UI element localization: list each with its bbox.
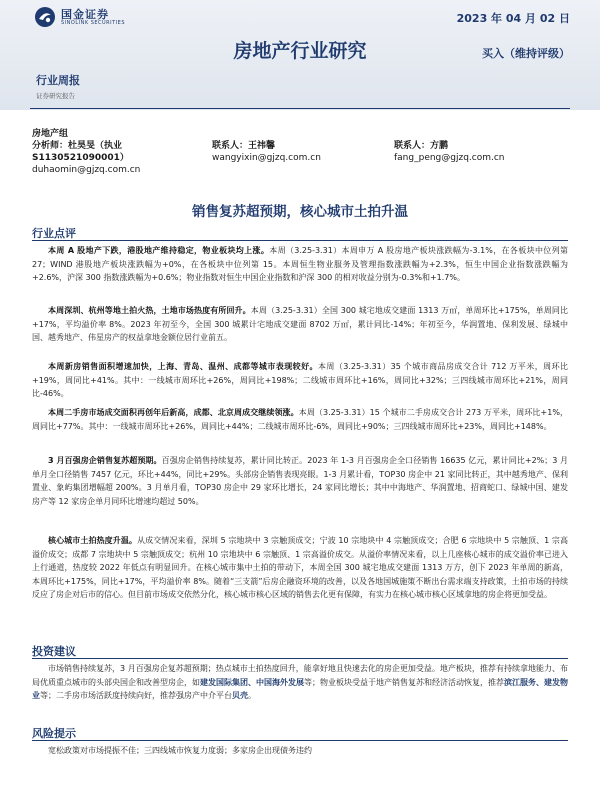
section-risk-title: 风险提示 bbox=[32, 727, 76, 740]
risk-text: 宽松政策对市场提振不佳；三四线城市恢复力度弱；多家房企出现债务违约 bbox=[48, 746, 312, 755]
contact-2-name: 联系人：方鹏 bbox=[394, 141, 449, 151]
logo-en: SINOLINK SECURITIES bbox=[61, 19, 125, 26]
invest-text-4: 。 bbox=[248, 691, 256, 701]
paragraph-top100-sales-body: 百强房企销售持续复苏，累计同比转正。2023 年 1-3 月百强房企全口径销售 16635 亿元，累计同比+2%；3 月单月全口径销售 7457 亿元，环比+44%，同比+29%。头部房企销售表现亮眼。1-3 月累计看，TOP30 房企中 21 家同比转正，其中越秀地产、保利置业、象屿集团增幅超 200%。3 月单月看，TOP30 房企中 29 家环比增长，24 家同比增长；其中中海地产、华润置地、招商蛇口、绿城中国、建发房产等 12 家房企单月同环比增速均超过 50%。 bbox=[32, 456, 568, 506]
section-risk-divider bbox=[32, 740, 568, 741]
analyst-block bbox=[32, 128, 572, 190]
paragraph-land-auction-body: 从成交情况来看，深圳 5 宗地块中 3 宗触顶成交；宁波 10 宗地块中 4 宗触顶成交；合肥 6 宗地块中 5 宗触顶、1 宗高溢价成交；成都 7 宗地块中 5 宗触顶成交；杭州 10 宗地块中 6 宗触顶、1 宗高溢价成交。从溢价率情况来看，以上几座核心城市的成交溢价率已进入上行通道，热度较 2022 年低点有明显回升。在核心城市集中土拍的带动下，本周全国 300 城宅地成交建面 1313 万方，创下 2023 年单周的新高，本周环比+175%，同比+17%，平均溢价率 8%。随着“三支箭”后房企融资环境的改善，以及各地国城施策不断出台需求端支持政策，土拍市场的持续反应了房企对后市的信心。但目前市场成交依然分化，核心城市核心区域的销售去化更有保障，有实力在核心城市核心区域拿地的房企将更加受益。 bbox=[32, 536, 569, 600]
section-invest-divider bbox=[32, 658, 568, 659]
logo-cn: 国金证券 bbox=[61, 7, 109, 21]
analyst-1-license: S1130521090001） bbox=[32, 153, 129, 163]
paragraph-land-body: 本周（3.25-3.31）全国 300 城宅地成交建面 1313 万㎡，单周环比+175%，单周同比+17%，平均溢价率 8%。2023 年初至今，全国 300 城累计宅地成交建面 8702 万㎡，累计同比-14%；年初至今，华润置地、保利发展、绿城中国、越秀地产、伟星房产的权益拿地金额位居行业前五。 bbox=[32, 306, 568, 343]
report-subtitle: 证券研究报告 bbox=[36, 92, 75, 100]
report-type: 行业周报 bbox=[36, 74, 80, 87]
paragraph-land-auction bbox=[32, 534, 568, 602]
section-review-title: 行业点评 bbox=[32, 227, 76, 240]
paragraph-market-body: 本周（3.25-3.31）本周申万 A 股房地产板块涨跌幅为-3.1%，在各板块中位列第 27；WIND 港股地产板块涨跌幅为+0%，在各板块中位列第 15。本周恒生物业服务及管理指数涨跌幅为+2.3%，恒生中国企业指数涨跌幅为+2.6%，沪深 300 指数涨跌幅为+0.6%；物业指数对恒生中国企业指数和沪深 300 的相对收益分别为-0.3%和+1.7%。 bbox=[32, 246, 568, 283]
analyst-1-email[interactable]: duhaomin@gjzq.com.cn bbox=[32, 165, 141, 175]
contact-1-name: 联系人：王祎馨 bbox=[212, 141, 276, 151]
paragraph-new-homes-body: 本周（3.25-3.31）35 个城市商品房成交合计 712 万平米，周环比+19%，周同比+41%。其中：一线城市周环比+26%，周同比+198%；二线城市周环比+16%，周同比+32%；三四线城市周环比+21%，周同比-46%。 bbox=[32, 362, 569, 399]
sinolink-logo-icon bbox=[34, 6, 56, 28]
invest-text-3: 等；二手房市场活跃度持续向好，推荐强房产中介平台 bbox=[40, 691, 232, 701]
contact-2-email[interactable]: fang_peng@gjzq.com.cn bbox=[394, 153, 505, 163]
paragraph-top100-sales-lead: 3 月百强房企销售复苏超预期。 bbox=[48, 456, 162, 465]
paragraph-top100-sales bbox=[32, 454, 568, 508]
headline: 销售复苏超预期，核心城市土拍升温 bbox=[192, 204, 408, 220]
analyst-1-name: 分析师：杜昊旻（执业 bbox=[32, 141, 123, 151]
invest-highlight-developers: 建发国际集团、中国海外发展 bbox=[200, 677, 304, 687]
section-review-divider bbox=[32, 240, 568, 241]
paragraph-second-hand-lead: 本周二手房市场成交面积再创年后新高，成都、北京周成交继续领涨。 bbox=[48, 408, 299, 417]
header-divider bbox=[30, 108, 570, 109]
paragraph-new-homes bbox=[32, 360, 568, 401]
analyst-1 bbox=[32, 140, 202, 176]
rating-badge: 买入（维持评级） bbox=[482, 47, 570, 60]
contact-2 bbox=[394, 140, 574, 164]
paragraph-invest bbox=[32, 662, 568, 703]
contact-1 bbox=[212, 140, 392, 164]
invest-text-2: 等；物业板块受益于地产销售复苏和经济活动恢复，推荐 bbox=[304, 677, 504, 687]
invest-highlight-property-mgmt: 滨江服务、建发物业 bbox=[32, 677, 568, 701]
paragraph-land-lead: 本周深圳、杭州等地土拍火热，土地市场热度有所回升。 bbox=[48, 306, 251, 315]
paragraph-new-homes-lead: 本周新房销售面积增速加快，上海、青岛、温州、成都等城市表现较好。 bbox=[48, 362, 318, 371]
paragraph-second-hand-body: 本周（3.25-3.31）15 个城市二手房成交合计 273 万平米，周环比+1%，周同比+77%。其中：一线城市周环比+26%，周同比+44%；二线城市周环比-6%，周同比+90%；三四线城市周环比+23%，周同比+148%。 bbox=[32, 408, 569, 431]
invest-highlight-agency: 贝壳 bbox=[232, 691, 248, 701]
contact-1-email[interactable]: wangyixin@gjzq.com.cn bbox=[212, 153, 321, 163]
paragraph-market-lead: 本周 A 股地产下跌，港股地产维持稳定，物业板块均上涨。 bbox=[48, 246, 270, 255]
paragraph-market bbox=[32, 244, 568, 285]
report-date: 2023 年 04 月 02 日 bbox=[456, 12, 570, 25]
invest-text-1: 市场销售持续复苏，3 月百强房企复苏超预期；热点城市土拍热度回升，能拿好地且快速去化的房企更加受益。地产板块，推荐有持续拿地能力、布局优质重点城市的头部央国企和改善型房企，如 bbox=[32, 664, 568, 687]
paragraph-risk bbox=[32, 744, 568, 758]
analyst-group: 房地产组 bbox=[32, 129, 69, 139]
paragraph-land-auction-lead: 核心城市土拍热度升温。 bbox=[48, 536, 138, 545]
report-title: 房地产行业研究 bbox=[233, 40, 367, 62]
section-invest-title: 投资建议 bbox=[32, 645, 76, 658]
paragraph-second-hand bbox=[32, 406, 568, 433]
paragraph-land bbox=[32, 304, 568, 345]
logo bbox=[34, 6, 125, 28]
